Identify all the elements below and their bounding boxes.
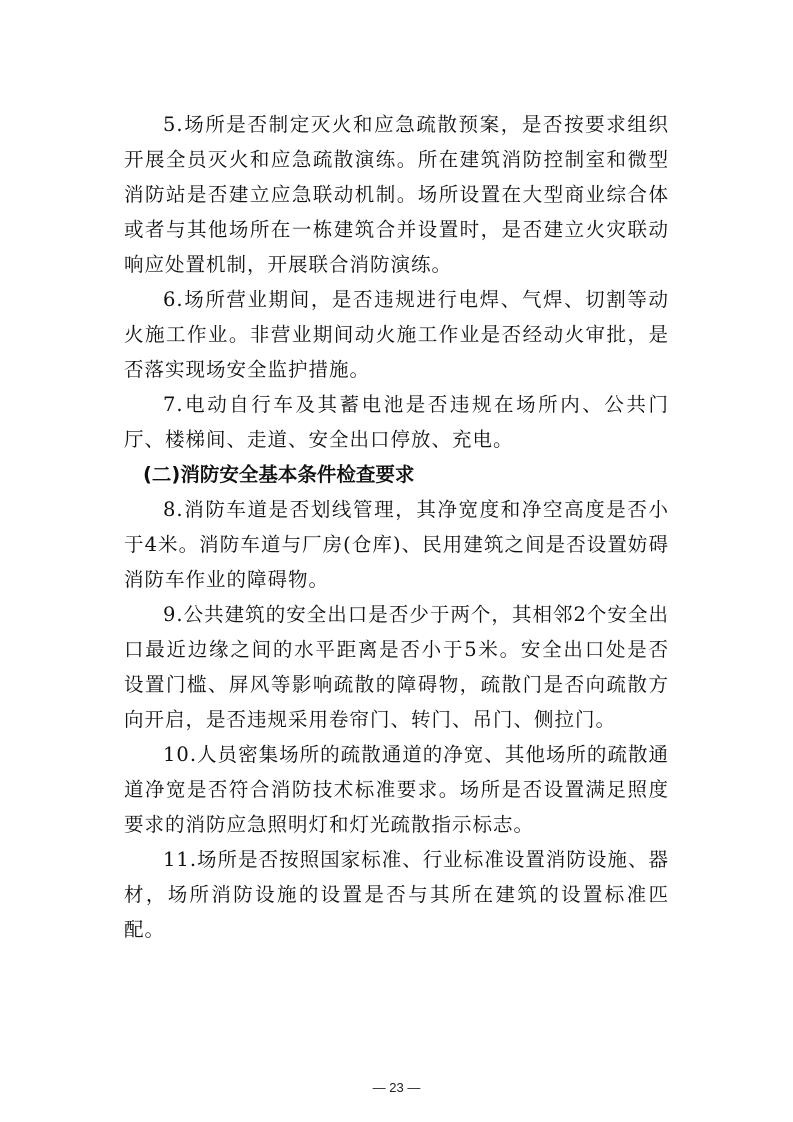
page-number: — 23 — bbox=[372, 1080, 421, 1095]
paragraph-item-10: 10.人员密集场所的疏散通道的净宽、其他场所的疏散通道净宽是否符合消防技术标准要求。场所是否设置满足照度要求的消防应急照明灯和灯光疏散指示标志。 bbox=[124, 743, 669, 836]
document-body bbox=[124, 107, 669, 947]
section-heading: (二)消防安全基本条件检查要求 bbox=[143, 463, 415, 486]
paragraph-item-9: 9.公共建筑的安全出口是否少于两个，其相邻2个安全出口最近边缘之间的水平距离是否小于5米。安全出口处是否设置门槛、屏风等影响疏散的障碍物，疏散门是否向疏散方向开启，是否违规采用卷帘门、转门、吊门、侧拉门。 bbox=[124, 603, 669, 731]
paragraph-item-6: 6.场所营业期间，是否违规进行电焊、气焊、切割等动火施工作业。非营业期间动火施工作业是否经动火审批，是否落实现场安全监护措施。 bbox=[124, 288, 669, 381]
paragraph-item-5: 5.场所是否制定灭火和应急疏散预案，是否按要求组织开展全员灭火和应急疏散演练。所在建筑消防控制室和微型消防站是否建立应急联动机制。场所设置在大型商业综合体或者与其他场所在一栋建筑合并设置时，是否建立火灾联动响应处置机制，开展联合消防演练。 bbox=[124, 113, 669, 276]
paragraph-item-11: 11.场所是否按照国家标准、行业标准设置消防设施、器材，场所消防设施的设置是否与其所在建筑的设置标准匹配。 bbox=[124, 848, 669, 941]
paragraph-item-7: 7.电动自行车及其蓄电池是否违规在场所内、公共门厅、楼梯间、走道、安全出口停放、充电。 bbox=[124, 393, 669, 451]
paragraph-item-8: 8.消防车道是否划线管理，其净宽度和净空高度是否小于4米。消防车道与厂房(仓库)、民用建筑之间是否设置妨碍消防车作业的障碍物。 bbox=[124, 498, 669, 591]
